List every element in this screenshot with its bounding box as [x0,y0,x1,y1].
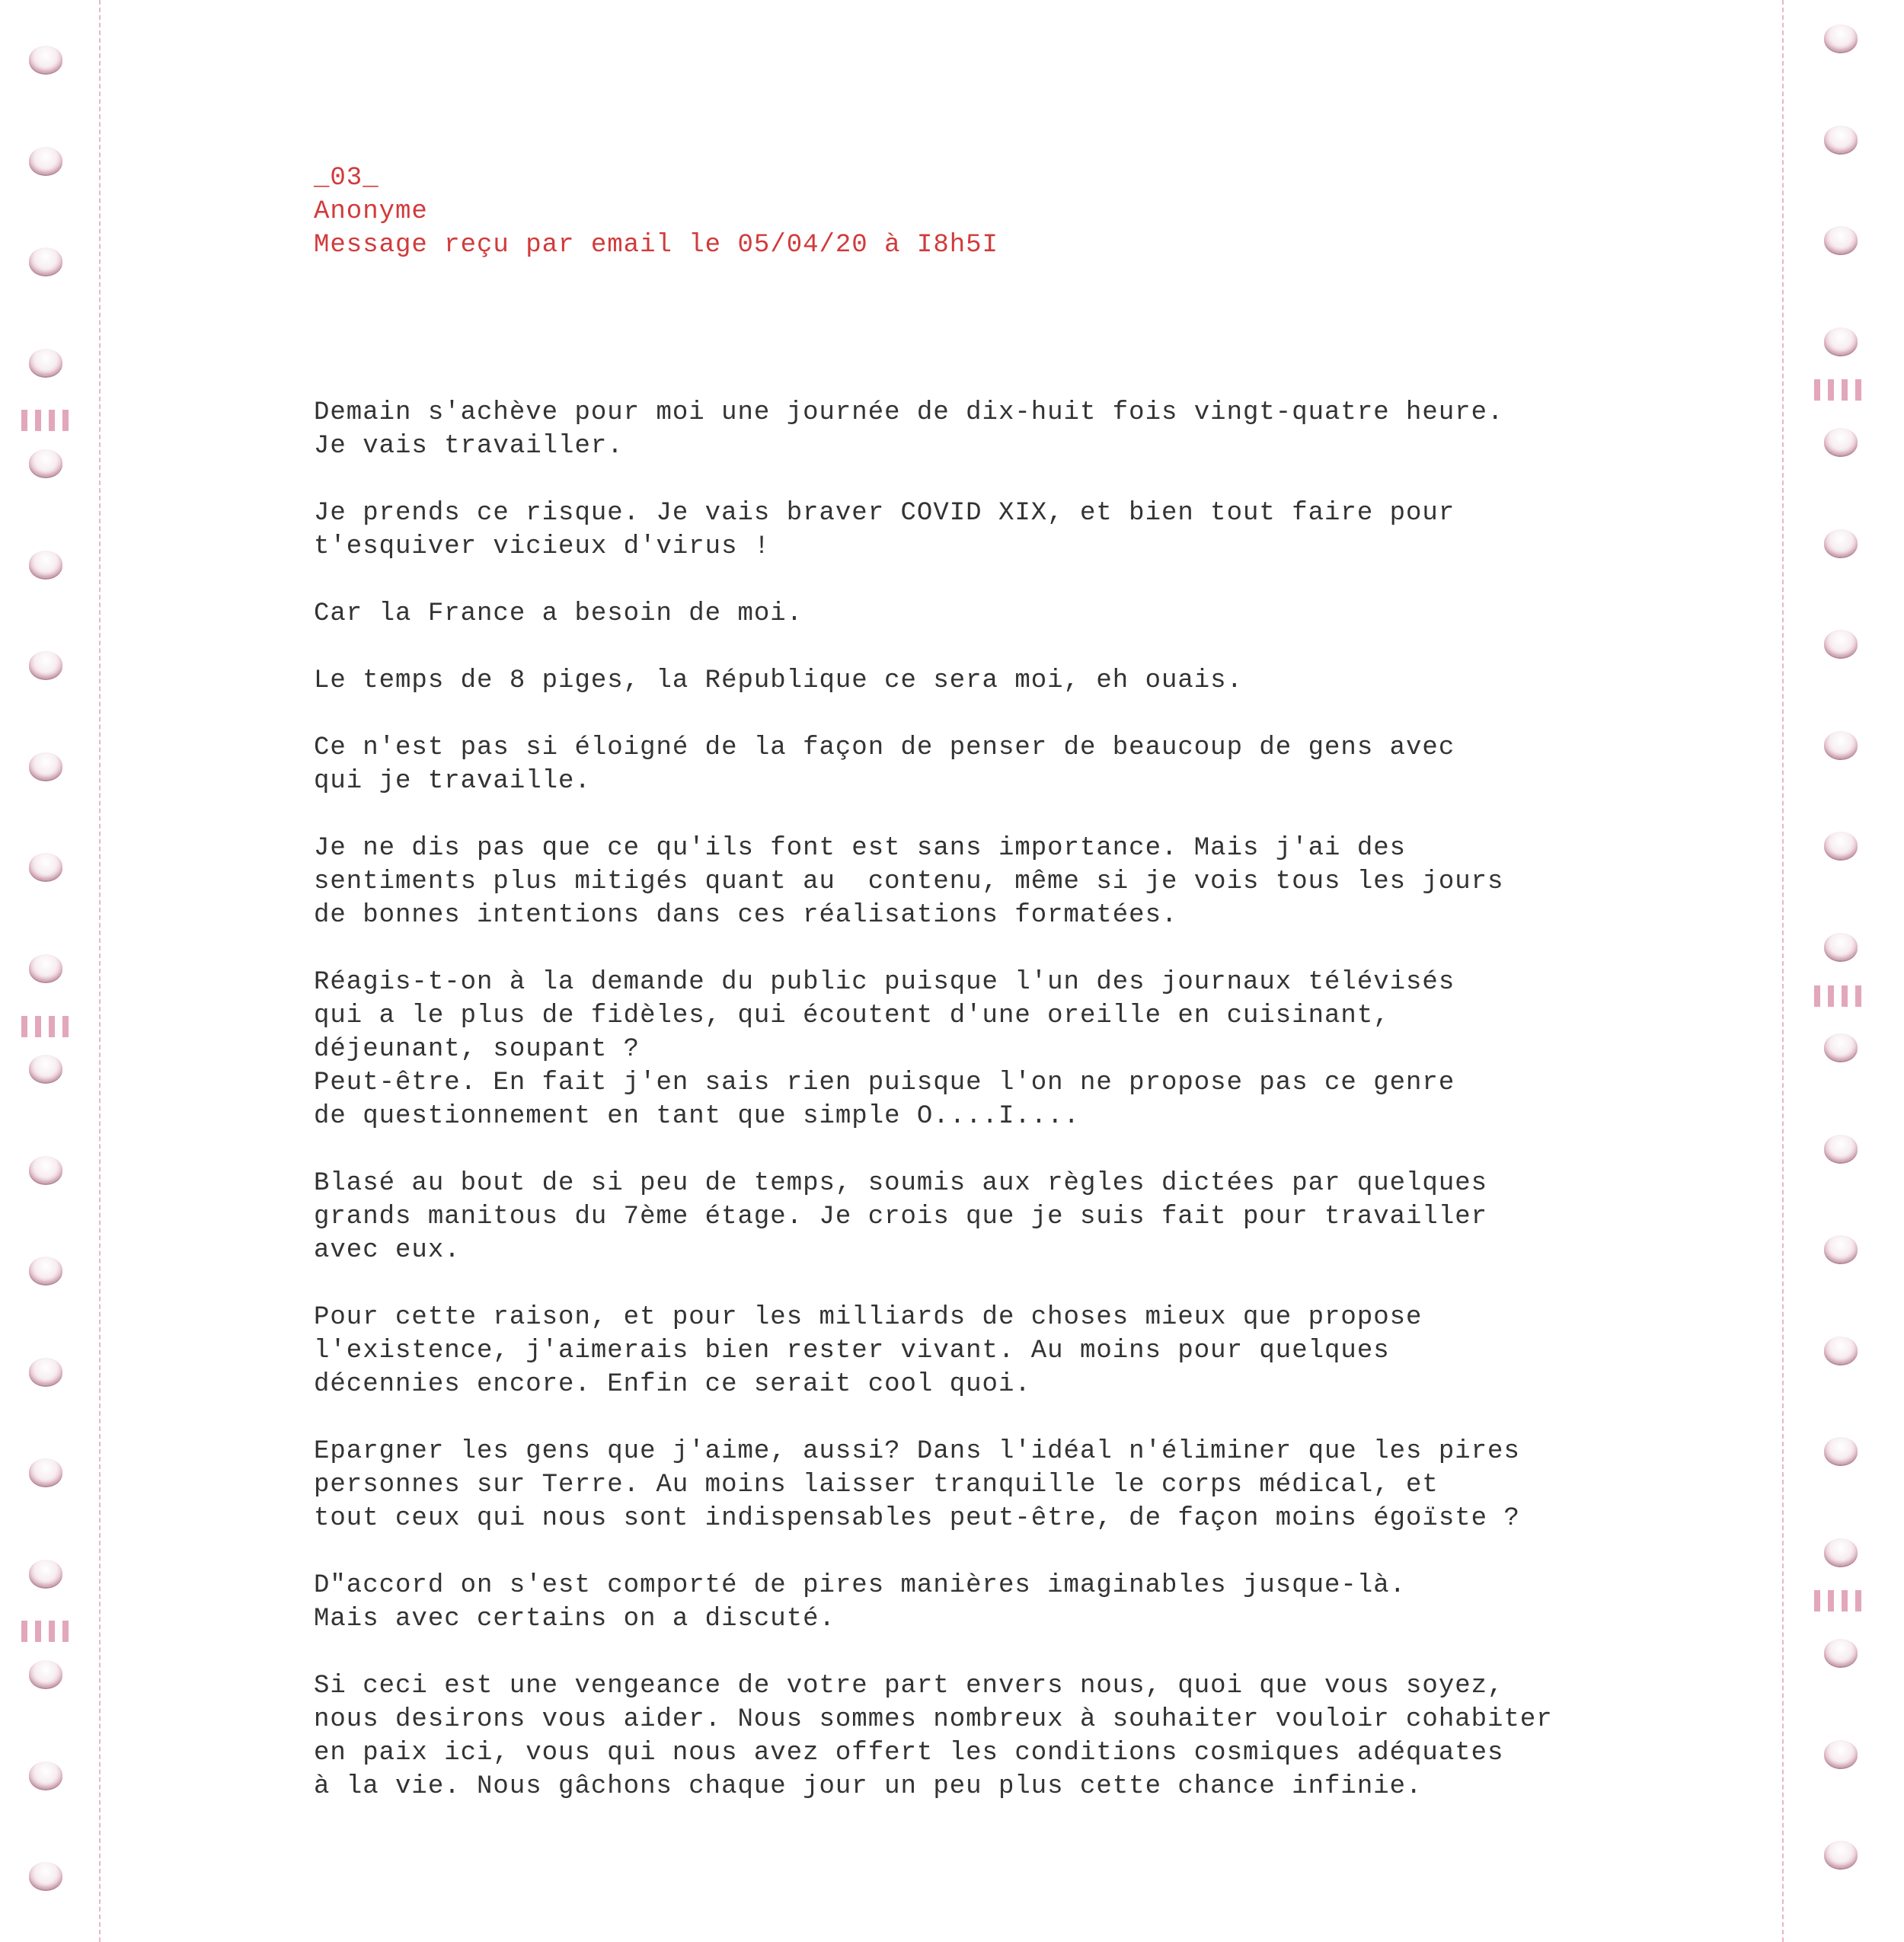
perforation-hole [29,1358,62,1385]
perforation-hole [1824,226,1858,254]
text-line: Car la France a besoin de moi. [314,599,803,628]
perforation-hole [29,1257,62,1284]
text-line: Je prends ce risque. Je vais braver COVID XIX, et bien tout faire pour [314,499,1455,528]
perforation-hole [29,1458,62,1486]
author-label: Anonyme [314,197,428,226]
perforation-hole [29,1560,62,1587]
text-line: t'esquiver vicieux d'virus ! [314,532,771,561]
paragraph [314,832,1608,932]
paragraph [314,731,1608,798]
perforation-hole [1824,327,1858,355]
text-line: de questionnement en tant que simple O....I.... [314,1102,1080,1131]
text-line: tout ceux qui nous sont indispensables peut-être, de façon moins égoïste ? [314,1504,1520,1533]
perforation-hole [29,1862,62,1889]
text-line: avec eux. [314,1236,461,1265]
perforation-hole [29,752,62,780]
perforation-hole [29,1156,62,1183]
perforation-hole [1824,529,1858,557]
text-line: Demain s'achève pour moi une journée de dix-huit fois vingt-quatre heure. [314,398,1504,427]
perforation-hole [1824,24,1858,52]
paragraph [314,597,1608,631]
text-line: nous desirons vous aider. Nous sommes nombreux à souhaiter vouloir cohabiter [314,1705,1553,1734]
right-tick-marks [1814,1590,1867,1611]
perforation-hole [1824,428,1858,455]
right-tick-marks [1814,985,1867,1007]
text-line: décennies encore. Enfin ce serait cool quoi. [314,1370,1031,1399]
paragraph [314,1669,1608,1803]
perforation-hole [29,1660,62,1688]
letter-body [314,396,1608,1837]
right-tick-marks [1814,379,1867,401]
text-line: Ce n'est pas si éloigné de la façon de penser de beaucoup de gens avec [314,733,1455,762]
perforation-hole [29,248,62,275]
text-line: Peut-être. En fait j'en sais rien puisque l'on ne propose pas ce genre [314,1068,1455,1097]
left-tick-marks [21,1621,75,1642]
text-line: Pour cette raison, et pour les milliards de choses mieux que propose [314,1303,1423,1332]
text-line: de bonnes intentions dans ces réalisations formatées. [314,901,1178,930]
perforation-hole [1824,1639,1858,1666]
perforation-hole [29,853,62,880]
text-line: qui je travaille. [314,767,591,796]
perforation-hole [1824,1235,1858,1263]
perforation-hole [1824,1135,1858,1162]
perforation-hole [29,349,62,376]
paragraph [314,396,1608,463]
perforation-hole [1824,731,1858,759]
perforation-hole [1824,1740,1858,1768]
perforation-hole [1824,630,1858,657]
text-line: à la vie. Nous gâchons chaque jour un peu plus cette chance infinie. [314,1772,1423,1801]
text-line: D"accord on s'est comporté de pires manières imaginables jusque-là. [314,1571,1407,1600]
paragraph [314,664,1608,698]
perforation-hole [1824,933,1858,960]
perforation-hole [1824,1538,1858,1566]
perforation-hole [1824,1337,1858,1364]
paragraph [314,1569,1608,1636]
paragraph [314,1435,1608,1535]
paragraph [314,497,1608,564]
text-line: sentiments plus mitigés quant au contenu, même si je vois tous les jours [314,867,1504,896]
text-line: déjeunant, soupant ? [314,1035,641,1064]
perforation-hole [29,551,62,578]
text-line: en paix ici, vous qui nous avez offert les conditions cosmiques adéquates [314,1739,1504,1768]
text-line: Le temps de 8 piges, la République ce sera moi, eh ouais. [314,666,1243,695]
received-line: Message reçu par email le 05/04/20 à I8h5I [314,231,998,260]
text-line: Je ne dis pas que ce qu'ils font est sans importance. Mais j'ai des [314,834,1407,863]
paragraph [314,1301,1608,1401]
text-line: l'existence, j'aimerais bien rester vivant. Au moins pour quelques [314,1337,1390,1365]
left-tick-marks [21,1016,75,1037]
text-line: Réagis-t-on à la demande du public puisque l'un des journaux télévisés [314,968,1455,997]
perforation-hole [29,147,62,174]
text-line: Mais avec certains on a discuté. [314,1605,835,1634]
perforation-hole [1824,1437,1858,1464]
text-line: qui a le plus de fidèles, qui écoutent d'une oreille en cuisinant, [314,1001,1390,1030]
text-line: Je vais travailler. [314,432,624,461]
perforation-hole [29,954,62,982]
message-number: _03_ [314,164,379,193]
text-line: Blasé au bout de si peu de temps, soumis aux règles dictées par quelques [314,1169,1488,1198]
perforation-hole [29,449,62,477]
perforation-hole [29,651,62,679]
perforation-hole [29,1762,62,1789]
perforation-hole [1824,832,1858,859]
paragraph [314,966,1608,1133]
text-line: grands manitous du 7ème étage. Je crois que je suis fait pour travailler [314,1203,1488,1231]
perforation-hole [1824,126,1858,153]
perforation-hole [1824,1033,1858,1061]
left-tick-marks [21,410,75,431]
paragraph [314,1167,1608,1267]
text-line: Si ceci est une vengeance de votre part envers nous, quoi que vous soyez, [314,1672,1504,1701]
text-line: personnes sur Terre. Au moins laisser tranquille le corps médical, et [314,1471,1439,1500]
perforation-hole [1824,1841,1858,1868]
document-header [314,161,998,262]
perforation-hole [29,46,62,73]
perforation-hole [29,1055,62,1082]
text-line: Epargner les gens que j'aime, aussi? Dans l'idéal n'éliminer que les pires [314,1437,1520,1466]
